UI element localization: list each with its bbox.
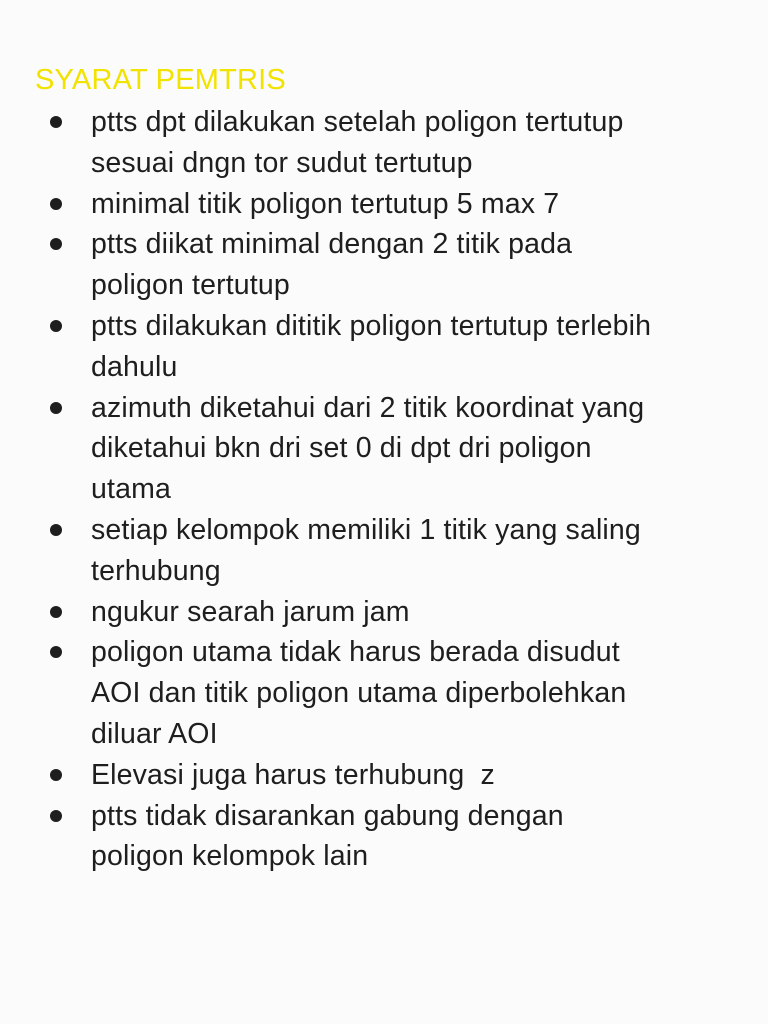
- list-item: [0, 306, 768, 388]
- bullet-dot-icon: [50, 402, 62, 414]
- list-item: [0, 510, 768, 592]
- list-item-text-line: sesuai dngn tor sudut tertutup: [91, 146, 473, 179]
- list-item: [0, 102, 768, 184]
- bullet-dot-icon: [50, 606, 62, 618]
- list-item-text-line: setiap kelompok memiliki 1 titik yang saling: [91, 513, 641, 546]
- list-item: [0, 224, 768, 306]
- list-item: [0, 796, 768, 878]
- list-item-text-line: ptts dilakukan dititik poligon tertutup terlebih: [91, 309, 652, 342]
- list-item-text-line: diketahui bkn dri set 0 di dpt dri poligon: [91, 432, 592, 465]
- list-item: [0, 755, 768, 796]
- note-title: SYARAT PEMTRIS: [35, 64, 286, 96]
- list-item-text-line: poligon kelompok lain: [91, 840, 369, 873]
- bullet-list: [0, 102, 768, 877]
- bullet-dot-icon: [50, 320, 62, 332]
- list-item-text-line: azimuth diketahui dari 2 titik koordinat yang: [91, 391, 645, 424]
- list-item-text-line: ptts dpt dilakukan setelah poligon tertutup: [91, 106, 624, 138]
- list-item-text-line: Elevasi juga harus terhubung z: [91, 758, 495, 791]
- list-item-text-line: ngukur searah jarum jam: [91, 595, 410, 628]
- list-item-text-line: poligon tertutup: [91, 269, 290, 302]
- bullet-dot-icon: [50, 810, 62, 822]
- bullet-dot-icon: [50, 238, 62, 250]
- list-item-text-line: AOI dan titik poligon utama diperbolehkan: [91, 677, 627, 710]
- list-item: [0, 184, 768, 225]
- bullet-dot-icon: [50, 116, 62, 128]
- list-item: [0, 592, 768, 633]
- list-item: [0, 388, 768, 510]
- list-item-text-line: ptts tidak disarankan gabung dengan: [91, 799, 564, 832]
- bullet-dot-icon: [50, 198, 62, 210]
- bullet-dot-icon: [50, 524, 62, 536]
- bullet-dot-icon: [50, 769, 62, 781]
- list-item-text-line: terhubung: [91, 554, 221, 587]
- list-item-text-line: utama: [91, 473, 171, 506]
- list-item-text-line: diluar AOI: [91, 717, 218, 750]
- list-item-text-line: dahulu: [91, 350, 178, 383]
- list-item-text-line: minimal titik poligon tertutup 5 max 7: [91, 187, 560, 220]
- list-item-text-line: poligon utama tidak harus berada disudut: [91, 636, 620, 669]
- list-item: [0, 632, 768, 754]
- bullet-dot-icon: [50, 646, 62, 658]
- list-item-text-line: ptts diikat minimal dengan 2 titik pada: [91, 228, 573, 261]
